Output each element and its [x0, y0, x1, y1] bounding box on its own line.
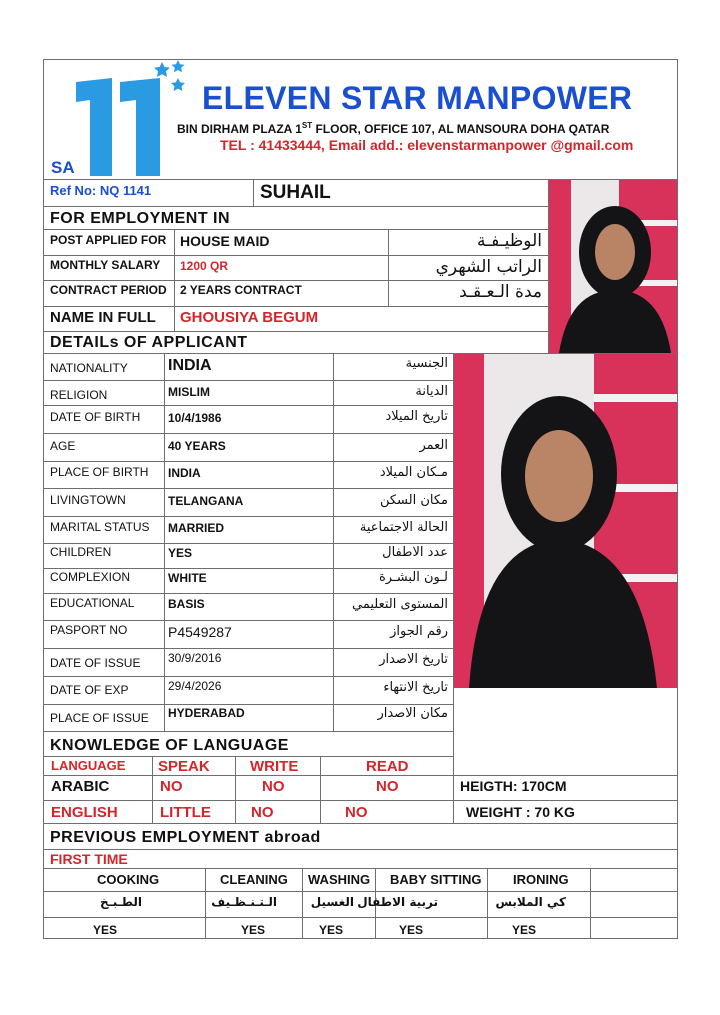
weight-value: WEIGHT : 70 KG	[466, 804, 575, 820]
lang-english-write: NO	[251, 804, 274, 821]
vline-skill-2	[302, 868, 303, 939]
issue-place-arabic: مكان الاصدار	[377, 706, 448, 721]
marital-label: MARITAL STATUS	[50, 520, 150, 534]
children-value: YES	[168, 546, 193, 560]
lang-header-speak: SPEAK	[158, 758, 210, 775]
nationality-value: INDIA	[168, 357, 212, 374]
education-label: EDUCATIONAL	[50, 596, 135, 610]
vline-emp-label	[174, 229, 175, 331]
passport-value: P4549287	[168, 624, 232, 640]
issue-place-value: HYDERABAD	[168, 706, 245, 720]
religion-arabic: الديانة	[415, 384, 448, 399]
livingtown-label: LIVINGTOWN	[50, 493, 126, 507]
hline-app-r4	[43, 461, 453, 462]
full-name-value: GHOUSIYA BEGUM	[180, 309, 319, 326]
applicant-photo-large-graphic	[454, 354, 677, 688]
age-arabic: العمر	[419, 438, 448, 453]
lang-header-language: LANGUAGE	[51, 758, 126, 773]
skill-arabic-cleaning: الـتـنـظـيف	[211, 895, 277, 909]
address-part-2: FLOOR, OFFICE 107, AL MANSOURA DOHA QATAR	[312, 122, 610, 136]
vline-emp-value	[388, 229, 389, 306]
skill-value-cooking: YES	[93, 923, 118, 937]
skill-value-babysitting: YES	[399, 923, 424, 937]
exp-date-value: 29/4/2026	[168, 679, 222, 693]
hline-app-r8	[43, 568, 453, 569]
issue-date-value: 30/9/2016	[168, 651, 222, 665]
exp-date-label: DATE OF EXP	[50, 683, 129, 697]
skill-value-ironing: YES	[512, 923, 537, 937]
skill-arabic-ironing: كي الملابس	[495, 895, 566, 909]
vline-lang-3	[320, 756, 321, 823]
language-section-title: KNOWLEDGE OF LANGUAGE	[50, 737, 289, 754]
lang-arabic-speak: NO	[160, 778, 183, 795]
skill-header-cooking: COOKING	[97, 872, 160, 887]
hline-app-r11	[43, 648, 453, 649]
company-logo	[50, 60, 190, 178]
hline-prev-title	[43, 849, 678, 850]
vline-skill-1	[205, 868, 206, 939]
hline-lang-header	[43, 775, 678, 776]
vline-lang-1	[152, 756, 153, 823]
lang-arabic-read: NO	[376, 778, 399, 795]
age-value: 40 YEARS	[168, 439, 226, 453]
passport-arabic: رقم الجواز	[390, 624, 448, 639]
dob-value: 10/4/1986	[168, 411, 222, 425]
vline-skill-4	[487, 868, 488, 939]
issue-date-label: DATE OF ISSUE	[50, 656, 141, 670]
hline-app-r2	[43, 405, 453, 406]
full-name-label: NAME IN FULL	[50, 309, 156, 326]
lang-header-read: READ	[366, 758, 409, 775]
hline-emp-r3	[43, 306, 548, 307]
salary-label: MONTHLY SALARY	[50, 258, 161, 272]
dob-label: DATE OF BIRTH	[50, 410, 141, 424]
livingtown-arabic: مكان السكن	[379, 493, 448, 508]
hline-emp-r1	[43, 255, 548, 256]
vline-skill-5	[590, 868, 591, 939]
religion-value: MISLIM	[168, 385, 210, 399]
complexion-value: WHITE	[168, 571, 207, 585]
hline-lang-arabic	[43, 800, 678, 801]
hline-app-r12	[43, 676, 453, 677]
exp-date-arabic: تاريخ الانتهاء	[383, 680, 448, 695]
hline-app-r9	[43, 593, 453, 594]
children-label: CHILDREN	[50, 545, 112, 559]
complexion-arabic: لـون البشـرة	[378, 570, 448, 585]
lang-english-speak: LITTLE	[160, 804, 211, 821]
education-arabic: المستوى التعليمي	[352, 597, 448, 612]
nationality-arabic: الجنسية	[405, 356, 448, 371]
agent-name: SUHAIL	[260, 182, 331, 203]
skill-value-washing: YES	[319, 923, 344, 937]
company-name: ELEVEN STAR MANPOWER	[202, 80, 633, 116]
previous-section-title: PREVIOUS EMPLOYMENT abroad	[50, 829, 321, 846]
skill-header-ironing: IRONING	[513, 872, 569, 887]
employment-section-title: FOR EMPLOYMENT IN	[50, 210, 231, 227]
post-arabic: الوظيـفـة	[476, 231, 542, 251]
lang-arabic-name: ARABIC	[51, 778, 110, 795]
vline-ref-split	[253, 179, 254, 206]
skill-arabic-cooking: الطـبـخ	[99, 895, 142, 909]
height-value: HEIGTH: 170CM	[460, 778, 567, 794]
lang-english-name: ENGLISH	[51, 804, 118, 821]
complexion-label: COMPLEXION	[50, 570, 131, 584]
skill-header-babysitting: BABY SITTING	[390, 872, 482, 887]
company-contact: TEL : 41433444, Email add.: elevenstarmanpower @gmail.com	[220, 137, 634, 153]
lang-header-write: WRITE	[250, 758, 299, 775]
hline-app-r1	[43, 380, 453, 381]
marital-value: MARRIED	[168, 521, 224, 535]
pob-label: PLACE OF BIRTH	[50, 465, 149, 479]
hline-app-r10	[43, 620, 453, 621]
contract-value: 2 YEARS CONTRACT	[180, 283, 302, 297]
salary-arabic: الراتب الشهري	[435, 257, 542, 277]
hline-skills-header	[43, 891, 678, 892]
applicant-photo-small	[549, 180, 677, 353]
hline-app-bottom	[43, 731, 453, 732]
pob-arabic: مـكان الميلاد	[379, 465, 448, 480]
applicant-photo-small-graphic	[549, 180, 677, 353]
skill-header-cleaning: CLEANING	[220, 872, 288, 887]
contract-arabic: مدة الـعـقـد	[459, 282, 542, 302]
religion-label: RELIGION	[50, 388, 108, 402]
post-label: POST APPLIED FOR	[50, 233, 167, 247]
hline-app-r6	[43, 516, 453, 517]
marital-arabic: الحالة الاجتماعية	[359, 520, 448, 535]
salary-value: 1200 QR	[180, 259, 229, 273]
address-part-1: BIN DIRHAM PLAZA 1	[177, 122, 302, 136]
skill-arabic-washing: الغسيل	[310, 895, 354, 909]
hline-name-bottom	[43, 331, 548, 332]
hline-app-r5	[43, 488, 453, 489]
skill-header-washing: WASHING	[308, 872, 371, 887]
contract-label: CONTRACT PERIOD	[50, 283, 167, 297]
nationality-label: NATIONALITY	[50, 361, 128, 375]
frame-bottom	[43, 938, 678, 939]
applicant-section-title: DETAILs OF APPLICANT	[50, 334, 248, 351]
education-value: BASIS	[168, 597, 205, 611]
dob-arabic: تاريخ الميلاد	[385, 409, 448, 424]
hline-app-r7	[43, 543, 453, 544]
hline-prev-status	[43, 868, 678, 869]
hline-skills-arabic	[43, 917, 678, 918]
hline-ref-bottom	[43, 206, 548, 207]
age-label: AGE	[50, 439, 76, 453]
company-address	[177, 121, 609, 136]
issue-date-arabic: تاريخ الاصدار	[379, 652, 448, 667]
vline-lang-2	[235, 756, 236, 823]
hline-emp-r2	[43, 280, 548, 281]
logo-sa-text: SA	[51, 158, 75, 177]
livingtown-value: TELANGANA	[168, 494, 244, 508]
skill-value-cleaning: YES	[241, 923, 266, 937]
lang-arabic-write: NO	[262, 778, 285, 795]
skill-arabic-babysitting: تربية الاطفال	[357, 895, 438, 909]
hline-app-r13	[43, 704, 453, 705]
previous-status: FIRST TIME	[50, 851, 128, 867]
children-arabic: عدد الاطفال	[382, 545, 448, 560]
hline-app-r3	[43, 433, 453, 434]
frame-right	[677, 59, 678, 939]
address-superscript: ST	[301, 121, 313, 130]
ref-number: Ref No: NQ 1141	[50, 183, 152, 198]
hline-lang-english	[43, 823, 678, 824]
issue-place-label: PLACE OF ISSUE	[50, 711, 149, 725]
pob-value: INDIA	[168, 466, 201, 480]
hline-emp-title	[43, 229, 548, 230]
lang-english-read: NO	[345, 804, 368, 821]
passport-label: PASPORT NO	[50, 623, 128, 637]
post-value: HOUSE MAID	[180, 233, 270, 249]
hline-lang-title	[43, 756, 453, 757]
frame-left	[43, 59, 44, 939]
applicant-photo-large	[454, 354, 677, 688]
